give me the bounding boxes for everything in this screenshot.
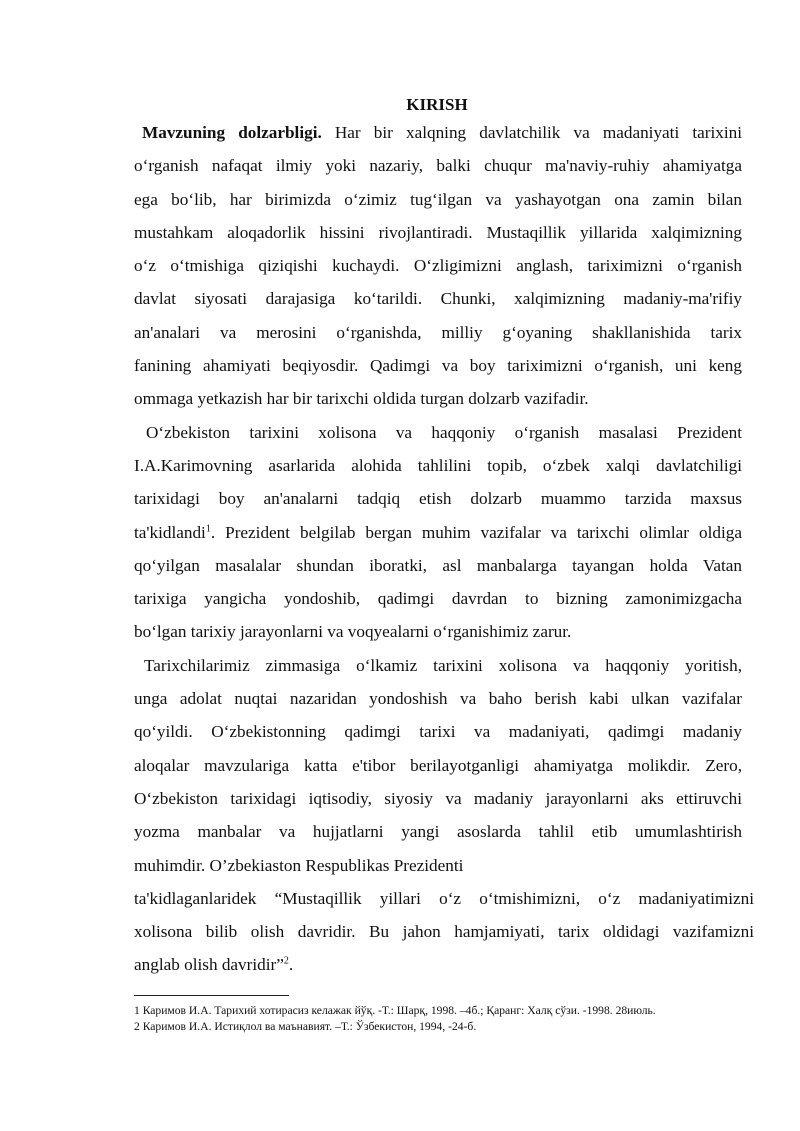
- line-text: . Prezident belgilab bergan muhim vazifalar va tarixchi olimlar oldiga: [210, 522, 742, 542]
- paragraph-line: an'analari va merosini oʻrganishda, milliy gʻoyaning shakllanishida tarix: [134, 322, 742, 342]
- paragraph-line: aloqalar mavzulariga katta e'tibor berilayotganligi ahamiyatga molikdir. Zero,: [134, 755, 742, 775]
- paragraph-line: [134, 948, 742, 981]
- paragraph-line: I.A.Karimovning asarlarida alohida tahlilini topib, oʻzbek xalqi davlatchiligi: [134, 455, 742, 475]
- paragraph-line: ommaga yetkazish har bir tarixchi oldida turgan dolzarb vazifadir.: [134, 389, 589, 409]
- paragraph-historians: [134, 649, 754, 982]
- paragraph-president: [134, 416, 742, 649]
- paragraph-line: tarixidagi boy an'analarni tadqiq etish dolzarb muammo tarzida maxsus: [134, 489, 742, 509]
- paragraph-relevance: [134, 116, 742, 416]
- paragraph-line: qoʻyilgan masalalar shundan iboratki, asl manbalarga tayangan holda Vatan: [134, 555, 742, 575]
- section-heading: [0, 95, 800, 115]
- body-text: [134, 116, 754, 982]
- paragraph-line: Oʻzbekiston tarixidagi iqtisodiy, siyosiy va madaniy jarayonlarni aks ettiruvchi: [134, 788, 742, 808]
- line-text: anglab olish davridir”: [134, 955, 284, 975]
- paragraph-line: unga adolat nuqtai nazaridan yondoshish va baho berish kabi ulkan vazifalar: [134, 689, 742, 709]
- line-text: Har bir xalqning davlatchilik va madaniyati tarixini: [334, 123, 742, 142]
- paragraph-line: [134, 116, 742, 149]
- paragraph-line: ega boʻlib, har birimizda oʻzimiz tugʻilgan va yashayotgan ona zamin bilan: [134, 189, 742, 209]
- footnote-1: 1 Каримов И.А. Тарихий хотирасиз келажак йўқ. -Т.: Шарқ, 1998. –4б.; Қаранг: Халқ сўзи. -1998. 28июль.: [134, 1004, 656, 1017]
- footnote-ref-2[interactable]: 2: [283, 955, 289, 967]
- heading-text: KIRISH: [406, 95, 468, 114]
- paragraph-line: ta'kidlaganlaridek “Mustaqillik yillari oʻz oʻtmishimizni, oʻz madaniyatimizni: [134, 888, 754, 908]
- paragraph-line: fanining ahamiyati beqiyosdir. Qadimgi va boy tariximizni oʻrganish, uni keng: [134, 356, 742, 376]
- paragraph-line: Oʻzbekiston tarixini xolisona va haqqoniy oʻrganish masalasi Prezident: [146, 422, 742, 442]
- paragraph-line: mustahkam aloqadorlik hissini rivojlantiradi. Mustaqillik yillarida xalqimizning: [134, 222, 742, 242]
- line-text: ta'kidlandi: [134, 522, 206, 542]
- lead-heading: Mavzuning dolzarbligi.: [142, 123, 322, 142]
- footnote-ref-1[interactable]: 1: [205, 522, 211, 534]
- paragraph-line: [134, 516, 742, 549]
- footnote-2: 2 Каримов И.А. Истиқлол ва маънавият. –Т.: Ўзбекистон, 1994, -24-б.: [134, 1020, 477, 1033]
- paragraph-line: oʻz oʻtmishiga qiziqishi kuchaydi. Oʻzligimizni anglash, tariximizni oʻrganish: [134, 256, 742, 276]
- paragraph-line: yozma manbalar va hujjatlarni yangi asoslarda tahlil etib umumlashtirish: [134, 822, 742, 842]
- paragraph-line: muhimdir. O’zbekiaston Respublikas Prezidenti: [134, 855, 464, 875]
- paragraph-line: qoʻyildi. Oʻzbekistonning qadimgi tarixi va madaniyati, qadimgi madaniy: [134, 722, 742, 742]
- paragraph-line: xolisona bilib olish davridir. Bu jahon hamjamiyati, tarix oldidagi vazifamizni: [134, 922, 754, 942]
- paragraph-line: davlat siyosati darajasiga koʻtarildi. Chunki, xalqimizning madaniy-ma'rifiy: [134, 289, 742, 309]
- paragraph-line: boʻlgan tarixiy jarayonlarni va voqyealarni oʻrganishimiz zarur.: [134, 622, 572, 642]
- paragraph-line: oʻrganish nafaqat ilmiy yoki nazariy, balki chuqur ma'naviy-ruhiy ahamiyatga: [134, 156, 742, 176]
- line-text: .: [288, 955, 294, 975]
- paragraph-line: tarixiga yangicha yondoshib, qadimgi davrdan to bizning zamonimizgacha: [134, 589, 742, 609]
- footnote-separator: [134, 995, 289, 996]
- paragraph-line: Tarixchilarimiz zimmasiga oʻlkamiz tarixini xolisona va haqqoniy yoritish,: [144, 655, 742, 675]
